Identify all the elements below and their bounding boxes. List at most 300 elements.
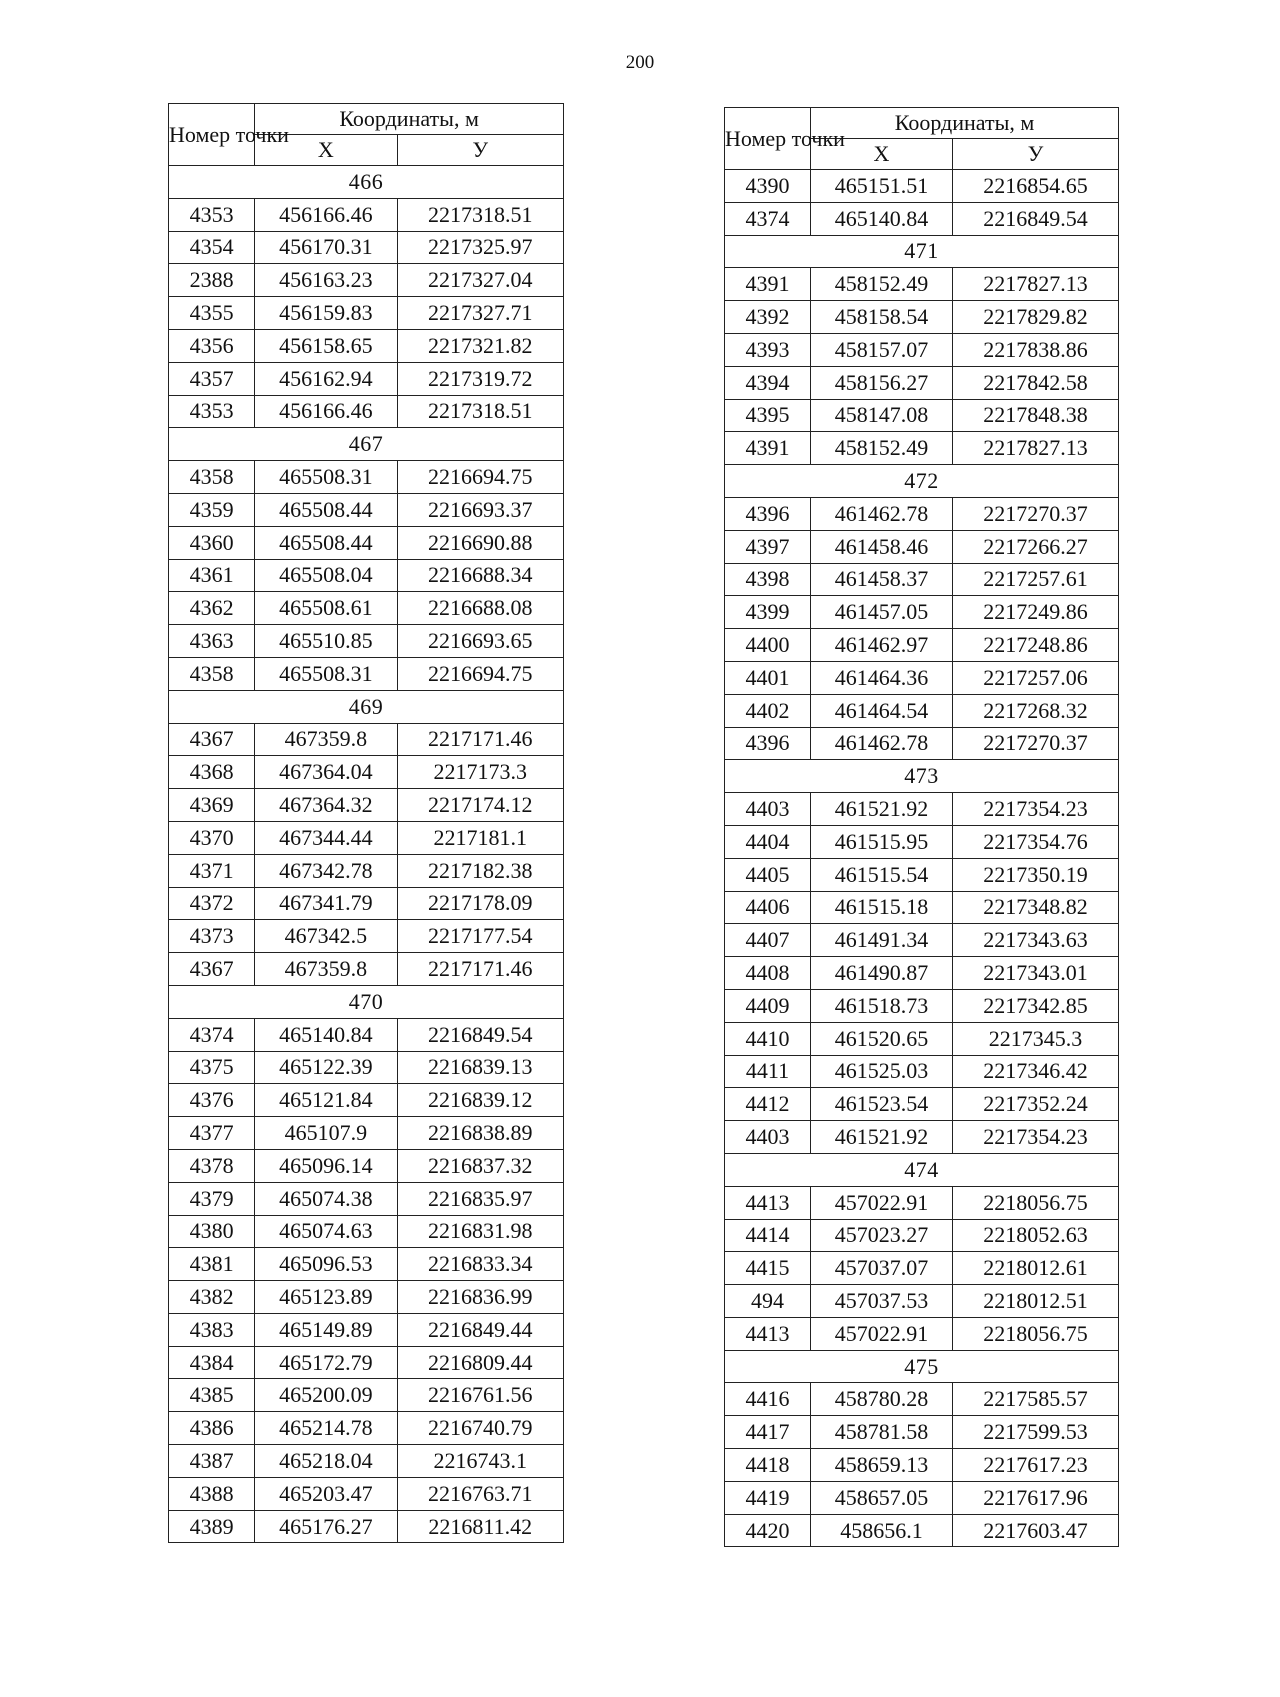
x-coordinate-cell: 465172.79 (255, 1346, 397, 1379)
table-row (725, 432, 1119, 465)
x-coordinate-cell: 465149.89 (255, 1313, 397, 1346)
point-number-cell: 494 (725, 1285, 811, 1318)
point-number-cell: 4419 (725, 1481, 811, 1514)
x-coordinate-cell: 461515.54 (811, 858, 953, 891)
table-row (725, 301, 1119, 334)
point-number-cell: 4380 (169, 1215, 255, 1248)
table-row (725, 399, 1119, 432)
y-coordinate-cell: 2217346.42 (953, 1055, 1119, 1088)
group-number: 466 (169, 166, 564, 199)
point-number-cell: 4416 (725, 1383, 811, 1416)
group-row (725, 1350, 1119, 1383)
point-number-cell: 4396 (725, 727, 811, 760)
y-coordinate-cell: 2217270.37 (953, 727, 1119, 760)
table-row (169, 657, 564, 690)
x-coordinate-cell: 456158.65 (255, 329, 397, 362)
point-number-cell: 4386 (169, 1412, 255, 1445)
point-number-cell: 4387 (169, 1445, 255, 1478)
table-row (169, 329, 564, 362)
table-row (725, 497, 1119, 530)
x-coordinate-cell: 461464.54 (811, 694, 953, 727)
table-row (169, 1051, 564, 1084)
group-number: 473 (725, 760, 1119, 793)
table-row (725, 202, 1119, 235)
x-coordinate-cell: 467364.32 (255, 789, 397, 822)
x-coordinate-cell: 465122.39 (255, 1051, 397, 1084)
y-coordinate-cell: 2218056.75 (953, 1317, 1119, 1350)
x-coordinate-cell: 457037.53 (811, 1285, 953, 1318)
y-coordinate-cell: 2216835.97 (397, 1182, 563, 1215)
group-row (725, 235, 1119, 268)
table-row (725, 1514, 1119, 1547)
x-coordinate-cell: 458157.07 (811, 333, 953, 366)
y-coordinate-cell: 2217321.82 (397, 329, 563, 362)
y-coordinate-cell: 2217599.53 (953, 1416, 1119, 1449)
x-coordinate-cell: 465508.04 (255, 559, 397, 592)
table-row (725, 366, 1119, 399)
point-number-cell: 4399 (725, 596, 811, 629)
table-row (169, 953, 564, 986)
x-coordinate-cell: 456170.31 (255, 231, 397, 264)
table-body (725, 170, 1119, 1547)
point-number-cell: 4360 (169, 526, 255, 559)
point-number-cell: 4377 (169, 1117, 255, 1150)
table-row (169, 723, 564, 756)
table-row (725, 1285, 1119, 1318)
point-number-cell: 4359 (169, 493, 255, 526)
point-number-cell: 4415 (725, 1252, 811, 1285)
x-coordinate-cell: 467359.8 (255, 723, 397, 756)
point-number-cell: 4401 (725, 661, 811, 694)
x-coordinate-cell: 458780.28 (811, 1383, 953, 1416)
table-row (725, 891, 1119, 924)
x-coordinate-cell: 467364.04 (255, 756, 397, 789)
header-coordinates: Координаты, м (255, 104, 564, 135)
x-coordinate-cell: 461520.65 (811, 1022, 953, 1055)
x-coordinate-cell: 461521.92 (811, 793, 953, 826)
table-row (725, 1186, 1119, 1219)
y-coordinate-cell: 2216690.88 (397, 526, 563, 559)
table-row (169, 887, 564, 920)
table-row (725, 1481, 1119, 1514)
x-coordinate-cell: 467342.5 (255, 920, 397, 953)
y-coordinate-cell: 2217268.32 (953, 694, 1119, 727)
point-number-cell: 4383 (169, 1313, 255, 1346)
table-row (169, 1248, 564, 1281)
point-number-cell: 4391 (725, 432, 811, 465)
point-number-cell: 4413 (725, 1317, 811, 1350)
point-number-cell: 4385 (169, 1379, 255, 1412)
x-coordinate-cell: 457023.27 (811, 1219, 953, 1252)
table-row (725, 1416, 1119, 1449)
x-coordinate-cell: 461490.87 (811, 957, 953, 990)
table-row (725, 1383, 1119, 1416)
point-number-cell: 4353 (169, 395, 255, 428)
y-coordinate-cell: 2216694.75 (397, 461, 563, 494)
y-coordinate-cell: 2218012.51 (953, 1285, 1119, 1318)
point-number-cell: 4375 (169, 1051, 255, 1084)
point-number-cell: 4382 (169, 1281, 255, 1314)
point-number-cell: 4414 (725, 1219, 811, 1252)
point-number-cell: 4358 (169, 657, 255, 690)
x-coordinate-cell: 465074.38 (255, 1182, 397, 1215)
x-coordinate-cell: 465510.85 (255, 625, 397, 658)
x-coordinate-cell: 461523.54 (811, 1088, 953, 1121)
group-number: 469 (169, 690, 564, 723)
x-coordinate-cell: 461462.78 (811, 727, 953, 760)
table-row (725, 1055, 1119, 1088)
point-number-cell: 4420 (725, 1514, 811, 1547)
coordinates-table-left (168, 103, 564, 1543)
y-coordinate-cell: 2216761.56 (397, 1379, 563, 1412)
y-coordinate-cell: 2216837.32 (397, 1149, 563, 1182)
point-number-cell: 4400 (725, 629, 811, 662)
y-coordinate-cell: 2217325.97 (397, 231, 563, 264)
x-coordinate-cell: 465140.84 (255, 1018, 397, 1051)
y-coordinate-cell: 2216811.42 (397, 1510, 563, 1543)
x-coordinate-cell: 461491.34 (811, 924, 953, 957)
table-row (725, 1219, 1119, 1252)
y-coordinate-cell: 2217827.13 (953, 268, 1119, 301)
point-number-cell: 4355 (169, 297, 255, 330)
y-coordinate-cell: 2216849.54 (953, 202, 1119, 235)
y-coordinate-cell: 2216839.13 (397, 1051, 563, 1084)
x-coordinate-cell: 461458.37 (811, 563, 953, 596)
x-coordinate-cell: 456159.83 (255, 297, 397, 330)
table-row (725, 793, 1119, 826)
table-row (169, 297, 564, 330)
point-number-cell: 4353 (169, 198, 255, 231)
y-coordinate-cell: 2218012.61 (953, 1252, 1119, 1285)
x-coordinate-cell: 465096.14 (255, 1149, 397, 1182)
point-number-cell: 4418 (725, 1449, 811, 1482)
table-row (725, 957, 1119, 990)
y-coordinate-cell: 2217178.09 (397, 887, 563, 920)
table-row (169, 592, 564, 625)
group-row (169, 690, 564, 723)
x-coordinate-cell: 465176.27 (255, 1510, 397, 1543)
table-row (169, 231, 564, 264)
table-row (169, 854, 564, 887)
point-number-cell: 4412 (725, 1088, 811, 1121)
table-row (725, 1317, 1119, 1350)
point-number-cell: 4408 (725, 957, 811, 990)
table-row (725, 727, 1119, 760)
x-coordinate-cell: 458152.49 (811, 268, 953, 301)
y-coordinate-cell: 2218056.75 (953, 1186, 1119, 1219)
x-coordinate-cell: 465214.78 (255, 1412, 397, 1445)
group-number: 472 (725, 465, 1119, 498)
x-coordinate-cell: 458656.1 (811, 1514, 953, 1547)
x-coordinate-cell: 457022.91 (811, 1186, 953, 1219)
group-row (725, 1153, 1119, 1186)
x-coordinate-cell: 465508.44 (255, 493, 397, 526)
x-coordinate-cell: 465218.04 (255, 1445, 397, 1478)
y-coordinate-cell: 2218052.63 (953, 1219, 1119, 1252)
coordinates-table-right (724, 107, 1119, 1547)
table-row (169, 1117, 564, 1150)
table-row (725, 1121, 1119, 1154)
header-y: У (397, 135, 563, 166)
y-coordinate-cell: 2217617.96 (953, 1481, 1119, 1514)
y-coordinate-cell: 2217177.54 (397, 920, 563, 953)
point-number-cell: 4413 (725, 1186, 811, 1219)
table-row (169, 756, 564, 789)
y-coordinate-cell: 2217171.46 (397, 953, 563, 986)
x-coordinate-cell: 457037.07 (811, 1252, 953, 1285)
y-coordinate-cell: 2216694.75 (397, 657, 563, 690)
y-coordinate-cell: 2217848.38 (953, 399, 1119, 432)
y-coordinate-cell: 2217343.63 (953, 924, 1119, 957)
y-coordinate-cell: 2216763.71 (397, 1477, 563, 1510)
page-number: 200 (625, 52, 655, 73)
table-row (169, 1510, 564, 1543)
x-coordinate-cell: 461515.95 (811, 825, 953, 858)
point-number-cell: 4371 (169, 854, 255, 887)
table-row (169, 1477, 564, 1510)
table-row (725, 1088, 1119, 1121)
y-coordinate-cell: 2217827.13 (953, 432, 1119, 465)
y-coordinate-cell: 2217585.57 (953, 1383, 1119, 1416)
point-number-cell: 4372 (169, 887, 255, 920)
y-coordinate-cell: 2217257.06 (953, 661, 1119, 694)
point-number-cell: 4378 (169, 1149, 255, 1182)
y-coordinate-cell: 2216693.65 (397, 625, 563, 658)
table-row (169, 920, 564, 953)
point-number-cell: 4410 (725, 1022, 811, 1055)
x-coordinate-cell: 461458.46 (811, 530, 953, 563)
point-number-cell: 4367 (169, 723, 255, 756)
table-row (169, 1018, 564, 1051)
y-coordinate-cell: 2216839.12 (397, 1084, 563, 1117)
y-coordinate-cell: 2217352.24 (953, 1088, 1119, 1121)
x-coordinate-cell: 461457.05 (811, 596, 953, 629)
x-coordinate-cell: 458156.27 (811, 366, 953, 399)
x-coordinate-cell: 461521.92 (811, 1121, 953, 1154)
table-row (725, 924, 1119, 957)
table-row (169, 625, 564, 658)
point-number-cell: 4394 (725, 366, 811, 399)
point-number-cell: 4376 (169, 1084, 255, 1117)
y-coordinate-cell: 2217327.04 (397, 264, 563, 297)
x-coordinate-cell: 465074.63 (255, 1215, 397, 1248)
point-number-cell: 4407 (725, 924, 811, 957)
point-number-cell: 4368 (169, 756, 255, 789)
y-coordinate-cell: 2216743.1 (397, 1445, 563, 1478)
x-coordinate-cell: 458158.54 (811, 301, 953, 334)
x-coordinate-cell: 465140.84 (811, 202, 953, 235)
group-row (725, 465, 1119, 498)
point-number-cell: 4390 (725, 170, 811, 203)
x-coordinate-cell: 461525.03 (811, 1055, 953, 1088)
y-coordinate-cell: 2217342.85 (953, 989, 1119, 1022)
table-row (169, 198, 564, 231)
point-number-cell: 4356 (169, 329, 255, 362)
y-coordinate-cell: 2217350.19 (953, 858, 1119, 891)
table-row (169, 1084, 564, 1117)
group-number: 471 (725, 235, 1119, 268)
x-coordinate-cell: 465508.31 (255, 657, 397, 690)
point-number-cell: 4388 (169, 1477, 255, 1510)
table-row (725, 629, 1119, 662)
x-coordinate-cell: 465508.61 (255, 592, 397, 625)
point-number-cell: 4404 (725, 825, 811, 858)
y-coordinate-cell: 2217354.23 (953, 1121, 1119, 1154)
point-number-cell: 4395 (725, 399, 811, 432)
x-coordinate-cell: 458781.58 (811, 1416, 953, 1449)
header-x: Х (255, 135, 397, 166)
point-number-cell: 4402 (725, 694, 811, 727)
y-coordinate-cell: 2217829.82 (953, 301, 1119, 334)
x-coordinate-cell: 465121.84 (255, 1084, 397, 1117)
point-number-cell: 4373 (169, 920, 255, 953)
y-coordinate-cell: 2217248.86 (953, 629, 1119, 662)
x-coordinate-cell: 456162.94 (255, 362, 397, 395)
table-row (725, 268, 1119, 301)
y-coordinate-cell: 2217270.37 (953, 497, 1119, 530)
y-coordinate-cell: 2216849.54 (397, 1018, 563, 1051)
x-coordinate-cell: 461518.73 (811, 989, 953, 1022)
table-row (169, 264, 564, 297)
table-row (725, 596, 1119, 629)
point-number-cell: 4403 (725, 793, 811, 826)
table-row (725, 694, 1119, 727)
x-coordinate-cell: 461515.18 (811, 891, 953, 924)
x-coordinate-cell: 465200.09 (255, 1379, 397, 1412)
x-coordinate-cell: 458152.49 (811, 432, 953, 465)
group-row (169, 428, 564, 461)
table-row (169, 1281, 564, 1314)
table-row (169, 1346, 564, 1379)
table-row (169, 1182, 564, 1215)
y-coordinate-cell: 2217354.76 (953, 825, 1119, 858)
point-number-cell: 4374 (169, 1018, 255, 1051)
y-coordinate-cell: 2216688.08 (397, 592, 563, 625)
y-coordinate-cell: 2216836.99 (397, 1281, 563, 1314)
table-row (169, 1412, 564, 1445)
y-coordinate-cell: 2217838.86 (953, 333, 1119, 366)
y-coordinate-cell: 2216693.37 (397, 493, 563, 526)
header-y: У (953, 139, 1119, 170)
y-coordinate-cell: 2216854.65 (953, 170, 1119, 203)
point-number-cell: 4409 (725, 989, 811, 1022)
point-number-cell: 4389 (169, 1510, 255, 1543)
x-coordinate-cell: 456166.46 (255, 198, 397, 231)
group-number: 470 (169, 985, 564, 1018)
y-coordinate-cell: 2216833.34 (397, 1248, 563, 1281)
y-coordinate-cell: 2216831.98 (397, 1215, 563, 1248)
point-number-cell: 4361 (169, 559, 255, 592)
x-coordinate-cell: 465096.53 (255, 1248, 397, 1281)
point-number-cell: 4384 (169, 1346, 255, 1379)
point-number-cell: 4405 (725, 858, 811, 891)
y-coordinate-cell: 2217603.47 (953, 1514, 1119, 1547)
point-number-cell: 4367 (169, 953, 255, 986)
point-number-cell: 4370 (169, 821, 255, 854)
y-coordinate-cell: 2217319.72 (397, 362, 563, 395)
header-point-number: Номер точки (169, 104, 255, 166)
x-coordinate-cell: 465151.51 (811, 170, 953, 203)
y-coordinate-cell: 2217348.82 (953, 891, 1119, 924)
x-coordinate-cell: 465123.89 (255, 1281, 397, 1314)
table-row (169, 395, 564, 428)
table-row (169, 1149, 564, 1182)
table-row (169, 1379, 564, 1412)
x-coordinate-cell: 465107.9 (255, 1117, 397, 1150)
table-row (169, 362, 564, 395)
y-coordinate-cell: 2217181.1 (397, 821, 563, 854)
x-coordinate-cell: 465508.44 (255, 526, 397, 559)
y-coordinate-cell: 2217171.46 (397, 723, 563, 756)
y-coordinate-cell: 2216838.89 (397, 1117, 563, 1150)
x-coordinate-cell: 465508.31 (255, 461, 397, 494)
y-coordinate-cell: 2216849.44 (397, 1313, 563, 1346)
table-row (169, 821, 564, 854)
y-coordinate-cell: 2217318.51 (397, 198, 563, 231)
y-coordinate-cell: 2217174.12 (397, 789, 563, 822)
table-row (725, 170, 1119, 203)
table-body (169, 166, 564, 1543)
point-number-cell: 4396 (725, 497, 811, 530)
point-number-cell: 4357 (169, 362, 255, 395)
point-number-cell: 4411 (725, 1055, 811, 1088)
y-coordinate-cell: 2217318.51 (397, 395, 563, 428)
y-coordinate-cell: 2217842.58 (953, 366, 1119, 399)
point-number-cell: 4354 (169, 231, 255, 264)
table-row (169, 1313, 564, 1346)
y-coordinate-cell: 2217327.71 (397, 297, 563, 330)
y-coordinate-cell: 2217249.86 (953, 596, 1119, 629)
header-point-number: Номер точки (725, 108, 811, 170)
point-number-cell: 4398 (725, 563, 811, 596)
table-row (169, 461, 564, 494)
table-row (725, 1252, 1119, 1285)
x-coordinate-cell: 458659.13 (811, 1449, 953, 1482)
x-coordinate-cell: 461464.36 (811, 661, 953, 694)
y-coordinate-cell: 2217617.23 (953, 1449, 1119, 1482)
group-row (169, 166, 564, 199)
x-coordinate-cell: 467342.78 (255, 854, 397, 887)
point-number-cell: 4393 (725, 333, 811, 366)
header-coordinates: Координаты, м (811, 108, 1119, 139)
point-number-cell: 4417 (725, 1416, 811, 1449)
point-number-cell: 4392 (725, 301, 811, 334)
table-row (725, 661, 1119, 694)
table-row (725, 858, 1119, 891)
y-coordinate-cell: 2217345.3 (953, 1022, 1119, 1055)
point-number-cell: 4406 (725, 891, 811, 924)
x-coordinate-cell: 461462.78 (811, 497, 953, 530)
table-row (169, 526, 564, 559)
group-number: 475 (725, 1350, 1119, 1383)
point-number-cell: 4391 (725, 268, 811, 301)
point-number-cell: 4369 (169, 789, 255, 822)
x-coordinate-cell: 458657.05 (811, 1481, 953, 1514)
x-coordinate-cell: 465203.47 (255, 1477, 397, 1510)
table-row (725, 1022, 1119, 1055)
y-coordinate-cell: 2217257.61 (953, 563, 1119, 596)
x-coordinate-cell: 458147.08 (811, 399, 953, 432)
point-number-cell: 4379 (169, 1182, 255, 1215)
point-number-cell: 4363 (169, 625, 255, 658)
x-coordinate-cell: 467344.44 (255, 821, 397, 854)
point-number-cell: 4358 (169, 461, 255, 494)
y-coordinate-cell: 2217173.3 (397, 756, 563, 789)
x-coordinate-cell: 467341.79 (255, 887, 397, 920)
table-row (169, 1445, 564, 1478)
point-number-cell: 4362 (169, 592, 255, 625)
table-row (725, 1449, 1119, 1482)
